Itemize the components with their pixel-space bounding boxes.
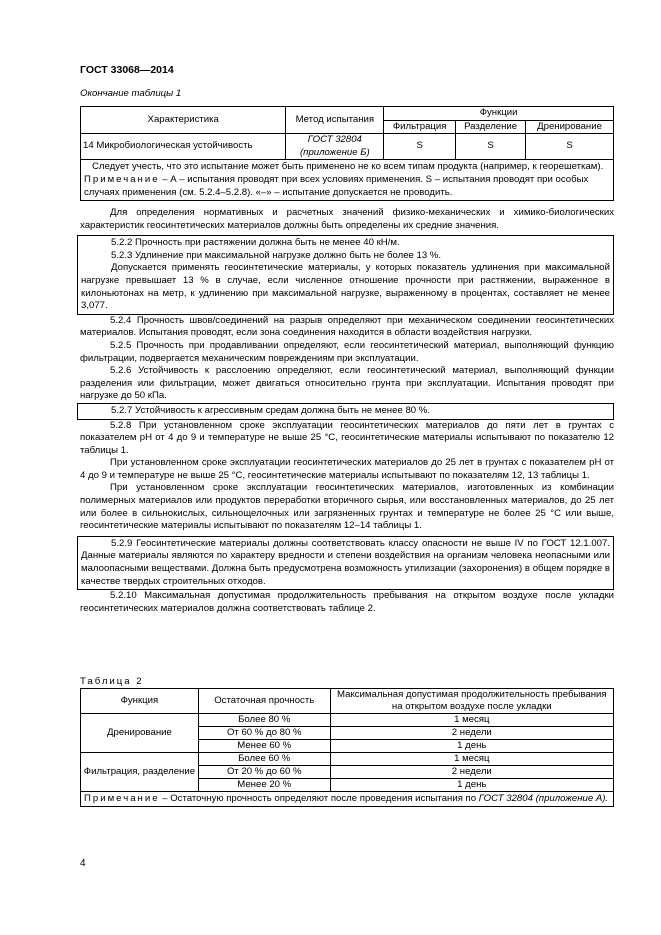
document-header: ГОСТ 33068—2014 — [80, 64, 174, 76]
t2-residual: Более 80 % — [198, 714, 330, 727]
paragraph-528c: При установленном сроке эксплуатации геосинтетических материалов, изготовленных из комбинации полимерных материалов или продуктов переработки вторичного сырья, или восстановленных материалов, до 25 лет или более в сильнокислых, сильнощелочных или загрязненных грунтах и температуре не более 25 °С или выше, геосинтетические материалы испытывают по показателям 12–14 таблицы 1. — [80, 482, 614, 532]
table1 — [80, 106, 614, 201]
t2-col-function: Функция — [81, 689, 199, 714]
note-label: Примечание — [84, 173, 160, 185]
paragraph-522: 5.2.2 Прочность при растяжении должна быть не менее 40 кН/м. — [111, 237, 400, 249]
row14-method — [286, 134, 384, 160]
t2-residual: Менее 60 % — [198, 740, 330, 753]
paragraph-528: 5.2.8 При установленном сроке эксплуатации геосинтетических материалов до пяти лет в грунтах с показателем pH от 4 до 9 и температуре не выше 25 °С, геосинтетические материалы испытывают по показателю 12 таблицы 1. — [80, 419, 614, 456]
paragraph-528b: При установленном сроке эксплуатации геосинтетических материалов до 25 лет в грунтах с показателем pH от 4 до 9 и температуре не выше 25 °С, геосинтетические материалы испытывают по показателям 12, 13 таблицы 1. — [80, 457, 614, 481]
t2-col-max: Максимальная допустимая продолжительность пребывания на открытом воздухе после укладки — [330, 689, 613, 714]
t2-duration: 1 месяц — [330, 714, 613, 727]
t2-note-text: – Остаточную прочность определяют после проведения испытания по — [159, 793, 479, 804]
body-text — [80, 207, 614, 615]
col-separation: Разделение — [456, 120, 526, 134]
t2-group-filtration: Фильтрация, разделение — [81, 753, 199, 792]
paragraph-intro: Для определения нормативных и расчетных значений физико-механических и химико-биологических характеристик геосинтетических материалов должны быть определены их средние значения. — [80, 207, 614, 231]
t2-duration: 2 недели — [330, 766, 613, 779]
table2-note — [81, 792, 614, 807]
table2 — [80, 688, 614, 807]
page-number: 4 — [80, 858, 86, 869]
t2-note-ref: ГОСТ 32804 (приложение А). — [478, 793, 609, 804]
t2-col-residual: Остаточная прочность — [198, 689, 330, 714]
t2-note-label: Примечание — [84, 793, 160, 804]
paragraph-523b: Допускается применять геосинтетические материалы, у которых показатель удлинения при максимальной нагрузке превышает 13 % в случае, если численное отношение прочности при растяжении, выраженное в килоньютонах на метр, к удлинению при максимальной нагрузке, выраженному в процентах, составляет не менее 3,077. — [81, 262, 610, 312]
col-method: Метод испытания — [286, 107, 384, 134]
row14-method-annex: (приложение Б) — [299, 146, 370, 158]
boxed-section-522 — [77, 235, 614, 315]
t2-duration: 1 день — [330, 779, 613, 792]
table1-notes — [81, 160, 614, 201]
row14-filtration: S — [384, 134, 456, 160]
paragraph-529: 5.2.9 Геосинтетические материалы должны соответствовать классу опасности не выше IV по ГОСТ 12.1.007. Данные материалы являются по характеру вредности и степени воздействия на организм человека неопасными или малоопасными веществами. Должна быть предусмотрена возможность утилизации (захоронения) в общем порядке в качестве твердых строительных отходов. — [81, 537, 610, 587]
table1-note-b — [84, 174, 610, 199]
row14-drainage: S — [526, 134, 614, 160]
row14-characteristic: 14 Микробиологическая устойчивость — [81, 134, 286, 160]
col-functions: Функции — [384, 107, 614, 121]
t2-duration: 1 день — [330, 740, 613, 753]
note-text: – А – испытания проводят при всех условиях применения. S – испытания проводят при особых случаях применения (см. 5.2.4–5.2.8). «–» – испытание допускается не проводить. — [84, 173, 589, 198]
t2-residual: От 60 % до 80 % — [198, 727, 330, 740]
paragraph-525: 5.2.5 Прочность при продавливании определяют, если геосинтетический материал, выполняющий функцию фильтрации, подвергается механическим повреждениям при эксплуатации. — [80, 339, 614, 364]
row14-separation: S — [456, 134, 526, 160]
paragraph-523: 5.2.3 Удлинение при максимальной нагрузке должно быть не более 13 %. — [111, 249, 442, 261]
paragraph-524: 5.2.4 Прочность швов/соединений на разрыв определяют при механическом соединении геосинтетических материалов. Испытания проводят, если зона соединения находится в области воздействия нагрузки. — [80, 314, 614, 339]
t2-duration: 2 недели — [330, 727, 613, 740]
boxed-section-527 — [77, 403, 614, 420]
t2-residual: Менее 20 % — [198, 779, 330, 792]
table1-note-a: Следует учесть, что это испытание может быть применено не ко всем типам продукта (например, к георешеткам). — [92, 161, 604, 173]
col-filtration: Фильтрация — [384, 120, 456, 134]
col-characteristic: Характеристика — [81, 107, 286, 134]
paragraph-526: 5.2.6 Устойчивость к расслоению определяют, если геосинтетический материал, выполняющий функции разделения или фильтрации, может двигаться относительно грунта при эксплуатации. Испытания проводят при нагрузке до 50 кПа. — [80, 365, 614, 402]
t2-group-drainage: Дренирование — [81, 714, 199, 753]
paragraph-527: 5.2.7 Устойчивость к агрессивным средам должна быть не менее 80 %. — [111, 404, 430, 416]
boxed-section-529 — [77, 536, 614, 590]
row14-method-std: ГОСТ 32804 — [307, 134, 362, 146]
t2-residual: Более 60 % — [198, 753, 330, 766]
table1-caption: Окончание таблицы 1 — [80, 88, 182, 99]
table2-caption: Таблица 2 — [80, 676, 144, 687]
t2-residual: От 20 % до 60 % — [198, 766, 330, 779]
paragraph-5210: 5.2.10 Максимальная допустимая продолжительность пребывания на открытом воздухе после укладки геосинтетических материалов должна соответствовать таблице 2. — [80, 590, 614, 614]
col-drainage: Дренирование — [526, 120, 614, 134]
t2-duration: 1 месяц — [330, 753, 613, 766]
